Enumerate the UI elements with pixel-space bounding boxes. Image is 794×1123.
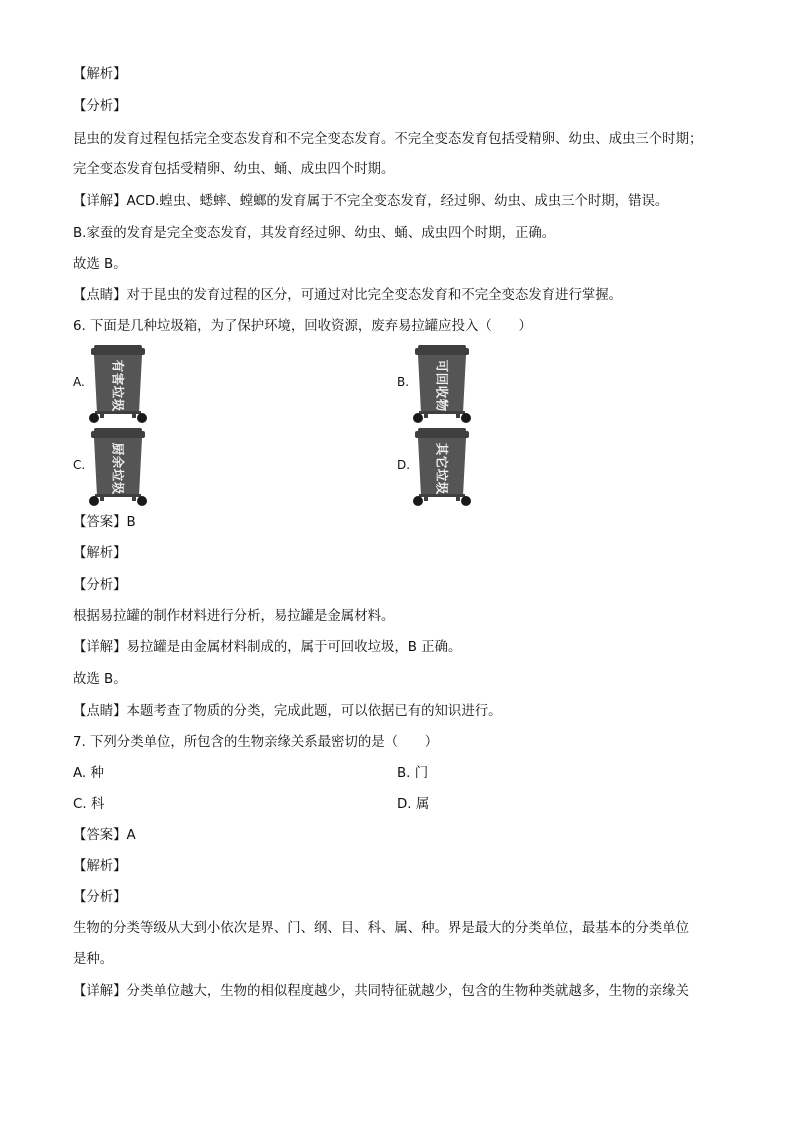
bin-lid bbox=[91, 348, 145, 355]
bin-label-char: 回 bbox=[434, 372, 450, 386]
sec1-analysis-line2: 完全变态发育包括受精卵、幼虫、蛹、成虫四个时期。 bbox=[73, 162, 395, 177]
bin-leg-right bbox=[132, 413, 136, 418]
bin-wheel-left bbox=[413, 496, 423, 506]
bin-label-group bbox=[435, 443, 450, 495]
bin-wheel-right bbox=[137, 413, 147, 423]
bin-label-char: 垃 bbox=[434, 468, 450, 482]
bin-label-char: 可 bbox=[434, 359, 450, 373]
q6-option-a-trash-bin bbox=[88, 343, 148, 425]
bin-label-char: 害 bbox=[110, 372, 126, 386]
sec1-detail-b: B.家蚕的发育是完全变态发育，其发育经过卵、幼虫、蛹、成虫四个时期，正确。 bbox=[73, 226, 556, 241]
trash-bin-drawing bbox=[412, 426, 472, 508]
q7-stem: 7. 下列分类单位，所包含的生物亲缘关系最密切的是（ ） bbox=[73, 735, 439, 750]
q7-answer: 【答案】A bbox=[73, 828, 136, 843]
bin-label-group bbox=[111, 360, 126, 412]
q6-option-d-letter: D. bbox=[397, 458, 411, 472]
q7-option-b: B. 门 bbox=[397, 766, 429, 781]
q6-option-c-letter: C. bbox=[73, 458, 86, 472]
bin-leg-right bbox=[456, 496, 460, 501]
q6-option-b-letter: B. bbox=[397, 375, 410, 389]
bin-leg-left bbox=[424, 413, 428, 418]
bin-label-group bbox=[435, 360, 450, 412]
bin-lid bbox=[415, 431, 469, 438]
trash-bin-drawing bbox=[412, 343, 472, 425]
bin-label-char: 余 bbox=[110, 455, 126, 469]
sec1-choose: 故选 B。 bbox=[73, 257, 127, 272]
bin-leg-right bbox=[456, 413, 460, 418]
bin-wheel-right bbox=[461, 496, 471, 506]
bin-leg-left bbox=[100, 496, 104, 501]
q6-detail: 【详解】易拉罐是由金属材料制成的，属于可回收垃圾，B 正确。 bbox=[73, 640, 462, 655]
q7-detail: 【详解】分类单位越大，生物的相似程度越少，共同特征就越少，包含的生物种类就越多，生物的亲缘关 bbox=[73, 984, 689, 999]
sec1-comment: 【点睛】对于昆虫的发育过程的区分，可通过对比完全变态发育和不完全变态发育进行掌握。 bbox=[73, 288, 623, 303]
bin-label-char: 收 bbox=[434, 385, 450, 399]
bin-wheel-right bbox=[461, 413, 471, 423]
bin-label-char: 它 bbox=[434, 455, 450, 469]
q6-comment: 【点睛】本题考查了物质的分类，完成此题，可以依据已有的知识进行。 bbox=[73, 704, 502, 719]
q6-stem: 6. 下面是几种垃圾箱，为了保护环境，回收资源，废弃易拉罐应投入（ ） bbox=[73, 319, 532, 334]
q6-fenxi: 【分析】 bbox=[73, 578, 127, 593]
q7-fenxi: 【分析】 bbox=[73, 890, 127, 905]
q6-choose: 故选 B。 bbox=[73, 672, 127, 687]
q6-option-b-trash-bin bbox=[412, 343, 472, 425]
trash-bin-drawing bbox=[88, 343, 148, 425]
trash-bin-drawing bbox=[88, 426, 148, 508]
bin-label-char: 垃 bbox=[110, 468, 126, 482]
bin-label-char: 圾 bbox=[434, 481, 450, 495]
q6-option-c-trash-bin bbox=[88, 426, 148, 508]
bin-label-char: 厨 bbox=[110, 442, 126, 456]
bin-wheel-left bbox=[413, 413, 423, 423]
q7-option-c: C. 科 bbox=[73, 797, 105, 812]
sec1-analysis-line1: 昆虫的发育过程包括完全变态发育和不完全变态发育。不完全变态发育包括受精卵、幼虫、成虫三个时期； bbox=[73, 132, 703, 147]
q6-option-a-letter: A. bbox=[73, 375, 85, 389]
q6-option-d-trash-bin bbox=[412, 426, 472, 508]
q7-option-a: A. 种 bbox=[73, 766, 104, 781]
bin-leg-left bbox=[100, 413, 104, 418]
q7-analysis-line1: 生物的分类等级从大到小依次是界、门、纲、目、科、属、种。界是最大的分类单位，最基本的分类单位 bbox=[73, 921, 689, 936]
bin-label-char: 其 bbox=[434, 442, 450, 456]
bin-leg-right bbox=[132, 496, 136, 501]
q7-option-d: D. 属 bbox=[397, 797, 430, 812]
bin-label-char: 垃 bbox=[110, 385, 126, 399]
q6-analysis: 根据易拉罐的制作材料进行分析，易拉罐是金属材料。 bbox=[73, 609, 395, 624]
sec1-fenxi: 【分析】 bbox=[73, 99, 127, 114]
bin-lid bbox=[91, 431, 145, 438]
q6-jiexi: 【解析】 bbox=[73, 546, 127, 561]
bin-label-char: 物 bbox=[434, 398, 450, 412]
q7-jiexi: 【解析】 bbox=[73, 859, 127, 874]
bin-wheel-right bbox=[137, 496, 147, 506]
bin-wheel-left bbox=[89, 496, 99, 506]
bin-label-group bbox=[111, 443, 126, 495]
bin-leg-left bbox=[424, 496, 428, 501]
bin-lid bbox=[415, 348, 469, 355]
bin-label-char: 有 bbox=[110, 359, 126, 373]
bin-label-char: 圾 bbox=[110, 398, 126, 412]
q7-analysis-line2: 是种。 bbox=[73, 952, 114, 967]
q6-answer: 【答案】B bbox=[73, 515, 136, 530]
sec1-detail: 【详解】ACD.蝗虫、蟋蟀、螳螂的发育属于不完全变态发育，经过卵、幼虫、成虫三个时期，错误。 bbox=[73, 194, 669, 209]
sec1-jiexi: 【解析】 bbox=[73, 67, 127, 82]
bin-label-char: 圾 bbox=[110, 481, 126, 495]
bin-wheel-left bbox=[89, 413, 99, 423]
